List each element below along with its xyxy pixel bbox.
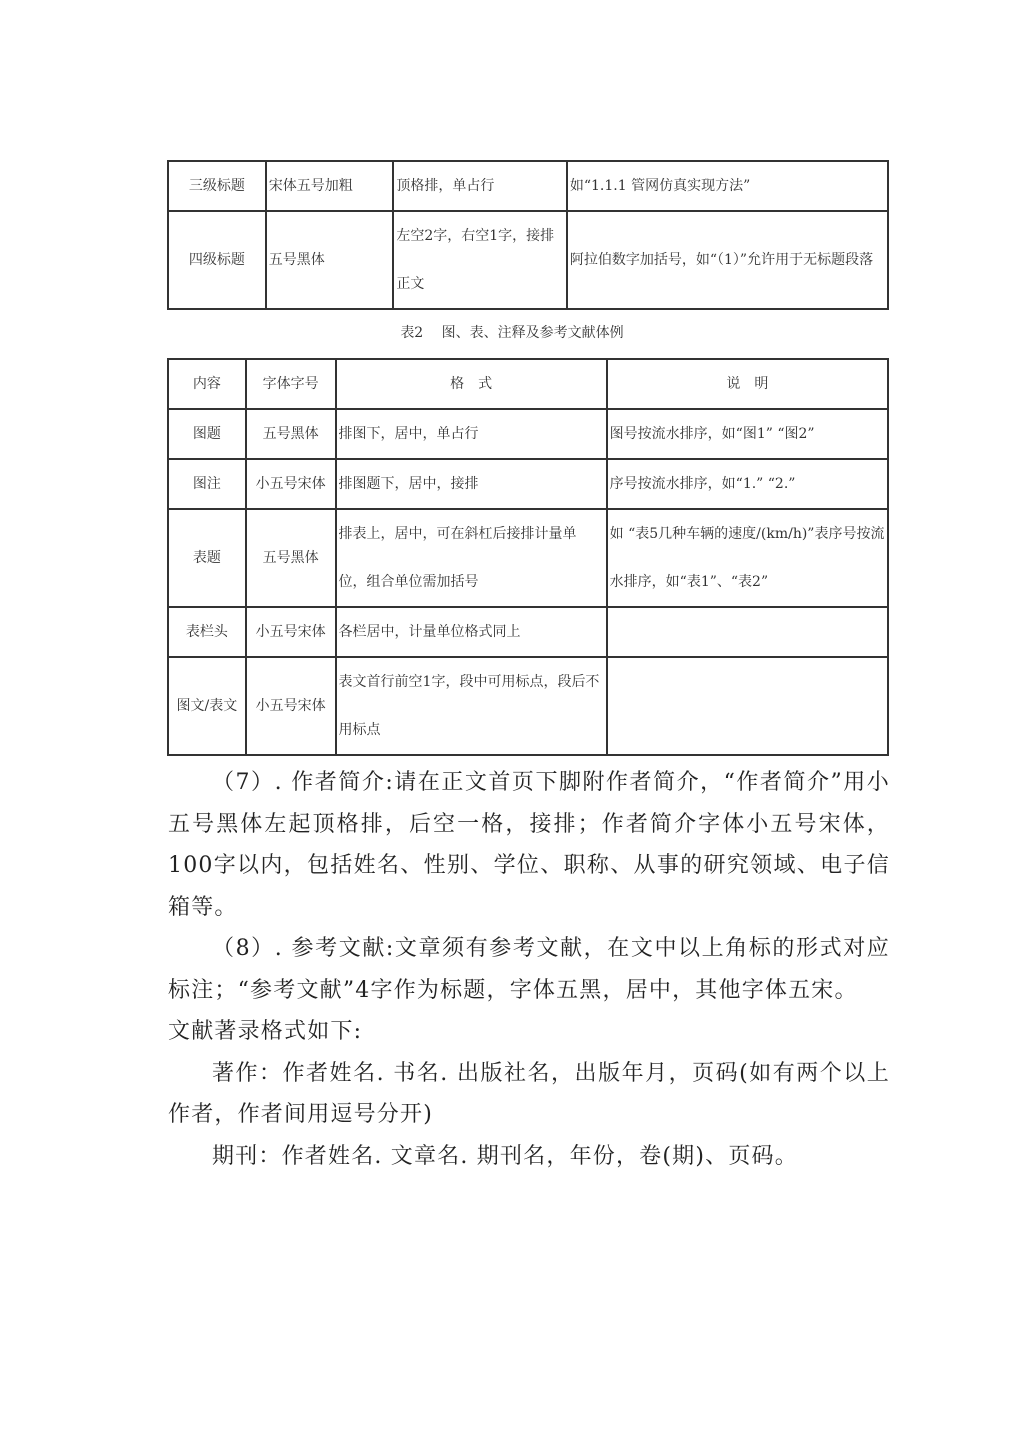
paragraph-journal-format: 期刊：作者姓名. 文章名. 期刊名，年份，卷(期)、页码。 xyxy=(212,1143,798,1169)
table-cell: 图题 xyxy=(168,409,246,459)
table-cell: 如“1.1.1 管网仿真实现方法” xyxy=(567,161,888,211)
table-cell: 五号黑体 xyxy=(266,211,394,309)
table-cell: 四级标题 xyxy=(168,211,266,309)
paragraph-book-format: 著作：作者姓名. 书名. 出版社名，出版年月，页码(如有两个以上作者，作者间用逗号分开) xyxy=(168,1060,890,1127)
column-header: 字体字号 xyxy=(246,359,336,409)
table-cell: 左空2字，右空1字，接排正文 xyxy=(393,211,567,309)
table-cell: 图号按流水排序，如“图1” “图2” xyxy=(607,409,888,459)
table-cell: 排图下，居中，单占行 xyxy=(336,409,607,459)
column-header: 格 式 xyxy=(336,359,607,409)
table-cell: 排图题下，居中，接排 xyxy=(336,459,607,509)
table-cell: 小五号宋体 xyxy=(246,607,336,657)
heading-levels-table xyxy=(167,160,889,310)
table-cell: 小五号宋体 xyxy=(246,657,336,755)
paragraph-author-bio: （7）. 作者简介:请在正文首页下脚附作者简介，“作者简介”用小五号黑体左起顶格排，后空一格，接排；作者简介字体小五号宋体，100字以内，包括姓名、性别、学位、职称、从事的研究领域、电子信箱等。 xyxy=(168,770,890,920)
table-cell: 各栏居中，计量单位格式同上 xyxy=(336,607,607,657)
table-cell: 宋体五号加粗 xyxy=(266,161,394,211)
table-row xyxy=(168,161,888,211)
table-caption: 表2 图、表、注释及参考文献体例 xyxy=(400,325,624,341)
table-cell: 五号黑体 xyxy=(246,509,336,607)
table-row xyxy=(168,607,888,657)
paragraph-references: （8）. 参考文献:文章须有参考文献，在文中以上角标的形式对应标注；“参考文献”4字作为标题，字体五黑，居中，其他字体五宋。 xyxy=(168,936,890,1003)
table-cell: 顶格排，单占行 xyxy=(393,161,567,211)
table-cell: 如 “表5几种车辆的速度/(km/h)”表序号按流水排序，如“表1”、“表2” xyxy=(607,509,888,607)
table-row xyxy=(168,409,888,459)
table-cell: 阿拉伯数字加括号，如“（1）”允许用于无标题段落 xyxy=(567,211,888,309)
figure-table-format-table xyxy=(167,358,889,756)
table-cell: 小五号宋体 xyxy=(246,459,336,509)
table-cell: 序号按流水排序，如“1.” “2.” xyxy=(607,459,888,509)
column-header: 说 明 xyxy=(607,359,888,409)
table-row xyxy=(168,211,888,309)
table-row xyxy=(168,657,888,755)
table-cell: 表题 xyxy=(168,509,246,607)
body-text xyxy=(168,762,890,1177)
table-cell: 三级标题 xyxy=(168,161,266,211)
table-cell: 图文/表文 xyxy=(168,657,246,755)
table-cell: 五号黑体 xyxy=(246,409,336,459)
table-row xyxy=(168,459,888,509)
table-header-row xyxy=(168,359,888,409)
table-cell xyxy=(607,607,888,657)
table-cell: 图注 xyxy=(168,459,246,509)
paragraph-reference-format: 文献著录格式如下: xyxy=(168,1019,363,1044)
table-row xyxy=(168,509,888,607)
column-header: 内容 xyxy=(168,359,246,409)
table-cell: 排表上，居中，可在斜杠后接排计量单位，组合单位需加括号 xyxy=(336,509,607,607)
table-cell: 表文首行前空1字，段中可用标点，段后不用标点 xyxy=(336,657,607,755)
table-cell xyxy=(607,657,888,755)
table-cell: 表栏头 xyxy=(168,607,246,657)
